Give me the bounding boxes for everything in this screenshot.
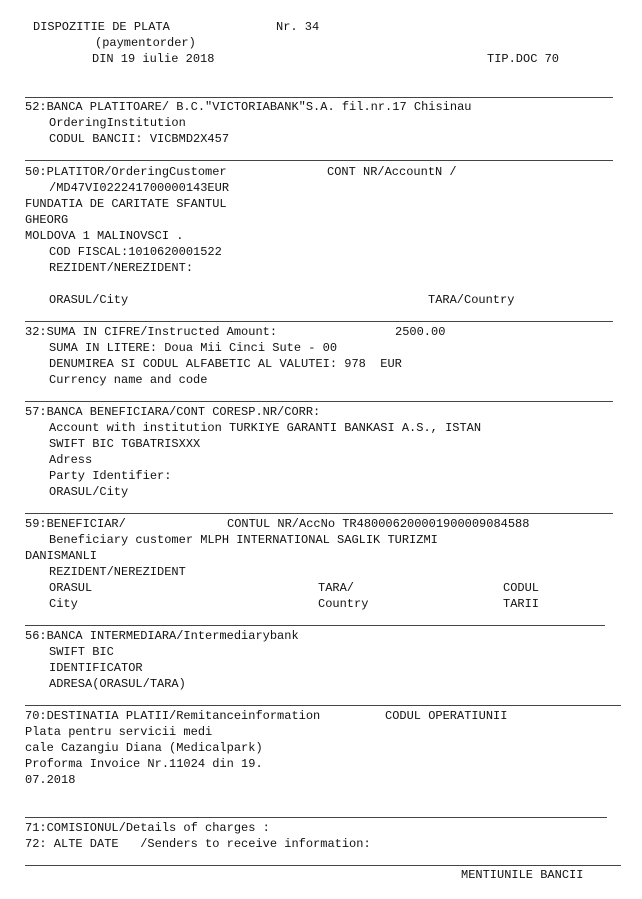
divider: [25, 97, 613, 98]
document-type: TIP.DOC 70: [487, 52, 560, 66]
field-50-address: MOLDOVA 1 MALINOVSCI .: [25, 229, 184, 243]
divider: [25, 817, 607, 818]
field-52-label: OrderingInstitution: [49, 116, 186, 130]
field-50-country: TARA/Country: [428, 293, 515, 307]
field-59-label: 59:BENEFICIAR/: [25, 517, 126, 531]
field-57-party-id: Party Identifier:: [49, 469, 172, 483]
document-date: DIN 19 iulie 2018: [92, 52, 215, 66]
field-59-country-label: TARA/: [318, 581, 355, 595]
divider: [25, 321, 613, 322]
field-57-swift: SWIFT BIC TGBATRISXXX: [49, 437, 201, 451]
divider: [25, 865, 621, 866]
bank-notes: MENTIUNILE BANCII: [461, 868, 584, 882]
field-52-bank: 52:BANCA PLATITOARE/ B.C."VICTORIABANK"S.A. fil.nr.17 Chisinau: [25, 100, 472, 114]
field-50-name: FUNDATIA DE CARITATE SFANTUL: [25, 197, 227, 211]
field-56-swift: SWIFT BIC: [49, 645, 114, 659]
field-32-amount: 2500.00: [395, 325, 446, 339]
field-70-text-2: cale Cazangiu Diana (Medicalpark): [25, 741, 263, 755]
field-70-text-4: 07.2018: [25, 773, 76, 787]
field-59-code-label: CODUL: [503, 581, 540, 595]
field-70-text-1: Plata pentru servicii medi: [25, 725, 213, 739]
field-59-beneficiary-cont: DANISMANLI: [25, 549, 98, 563]
field-32-amount-words: SUMA IN LITERE: Doua Mii Cinci Sute - 00: [49, 341, 338, 355]
divider: [25, 401, 613, 402]
field-50-city: ORASUL/City: [49, 293, 129, 307]
field-59-city: City: [49, 597, 78, 611]
field-59-city-label: ORASUL: [49, 581, 93, 595]
field-56-identifier: IDENTIFICATOR: [49, 661, 143, 675]
field-50-account-label: CONT NR/AccountN /: [327, 165, 457, 179]
field-50-fiscal-code: COD FISCAL:1010620001522: [49, 245, 222, 259]
field-32-currency-label: Currency name and code: [49, 373, 208, 387]
field-59-beneficiary: Beneficiary customer MLPH INTERNATIONAL SAGLIK TURIZMI: [49, 533, 438, 547]
document-title: DISPOZITIE DE PLATA: [33, 20, 170, 34]
field-50-label: 50:PLATITOR/OrderingCustomer: [25, 165, 227, 179]
field-57-label: 57:BANCA BENEFICIARA/CONT CORESP.NR/CORR:: [25, 405, 321, 419]
field-56-label: 56:BANCA INTERMEDIARA/Intermediarybank: [25, 629, 299, 643]
field-32-label: 32:SUMA IN CIFRE/Instructed Amount:: [25, 325, 278, 339]
field-70-label: 70:DESTINATIA PLATII/Remitanceinformation: [25, 709, 321, 723]
document-subtitle: (paymentorder): [95, 36, 196, 50]
field-50-account: /MD47VI022241700000143EUR: [49, 181, 230, 195]
field-57-institution: Account with institution TURKIYE GARANTI BANKASI A.S., ISTAN: [49, 421, 482, 435]
document-number: Nr. 34: [276, 20, 320, 34]
field-70-operation-code: CODUL OPERATIUNII: [385, 709, 508, 723]
divider: [25, 513, 613, 514]
field-57-city: ORASUL/City: [49, 485, 129, 499]
field-71-charges: 71:COMISIONUL/Details of charges :: [25, 821, 270, 835]
field-32-currency: DENUMIREA SI CODUL ALFABETIC AL VALUTEI: 978 EUR: [49, 357, 402, 371]
divider: [25, 625, 605, 626]
field-52-bank-code: CODUL BANCII: VICBMD2X457: [49, 132, 230, 146]
field-57-address: Adress: [49, 453, 93, 467]
field-59-country: Country: [318, 597, 369, 611]
field-59-resident: REZIDENT/NEREZIDENT: [49, 565, 186, 579]
divider: [25, 160, 613, 161]
field-50-name-cont: GHEORG: [25, 213, 69, 227]
field-50-resident: REZIDENT/NEREZIDENT:: [49, 261, 194, 275]
field-70-text-3: Proforma Invoice Nr.11024 din 19.: [25, 757, 263, 771]
field-59-account: CONTUL NR/AccNo TR480006200001900009084588: [227, 517, 530, 531]
field-56-address: ADRESA(ORASUL/TARA): [49, 677, 186, 691]
divider: [25, 705, 621, 706]
field-72-other-data: 72: ALTE DATE /Senders to receive information:: [25, 837, 371, 851]
field-59-code: TARII: [503, 597, 540, 611]
